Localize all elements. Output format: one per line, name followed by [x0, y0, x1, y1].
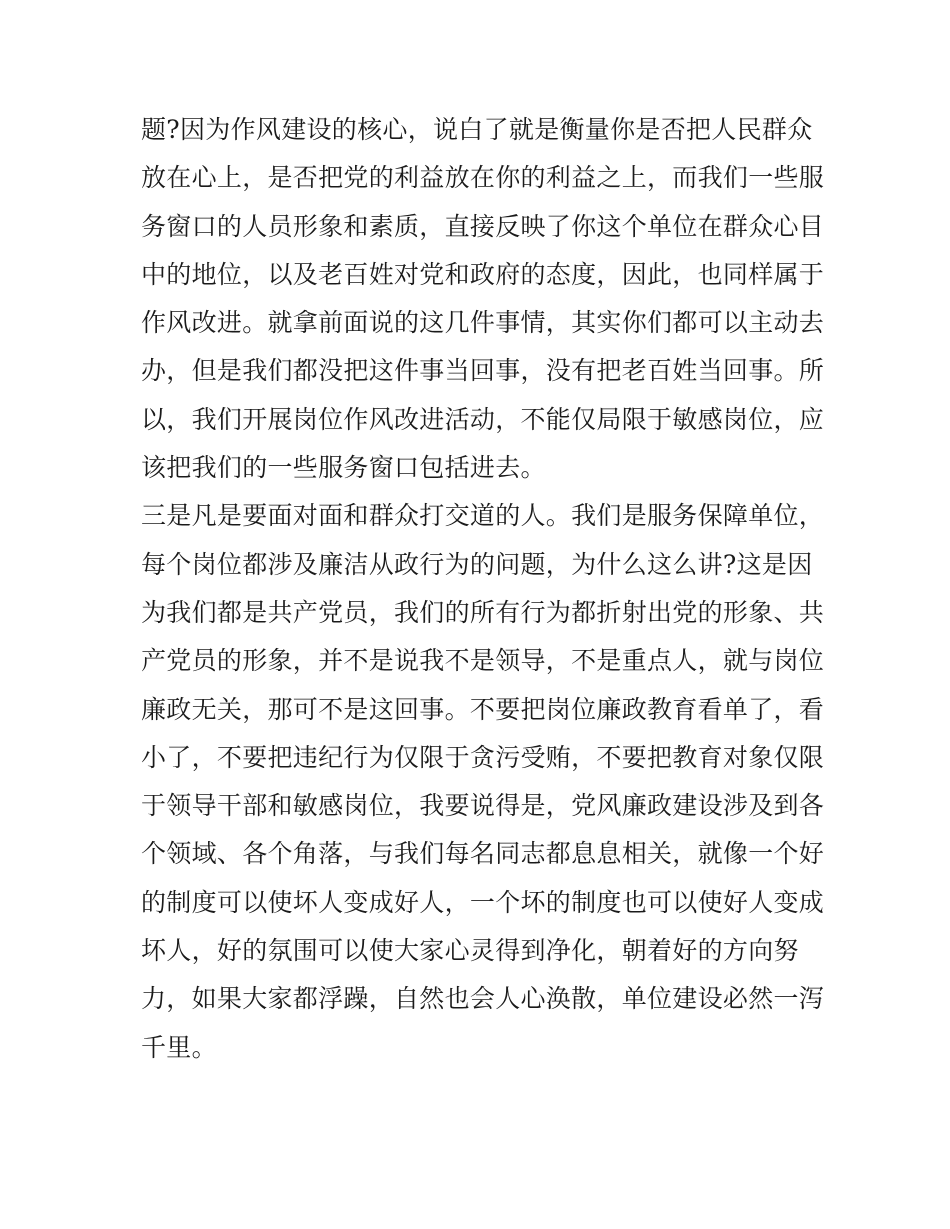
text-line: 放在心上，是否把党的利益放在你的利益之上，而我们一些服 — [141, 163, 825, 193]
text-line: 于领导干部和敏感岗位，我要说得是，党风廉政建设涉及到各 — [141, 791, 825, 821]
text-line: 小了，不要把违纪行为仅限于贪污受贿，不要把教育对象仅限 — [141, 742, 825, 772]
text-line: 千里。 — [141, 1032, 217, 1062]
text-line: 个领域、各个角落，与我们每名同志都息息相关，就像一个好 — [141, 839, 825, 869]
text-line: 作风改进。就拿前面说的这几件事情，其实你们都可以主动去 — [141, 308, 825, 338]
text-line: 廉政无关，那可不是这回事。不要把岗位廉政教育看单了，看 — [141, 694, 825, 724]
text-line: 坏人，好的氛围可以使大家心灵得到净化，朝着好的方向努 — [141, 936, 799, 966]
text-line: 务窗口的人员形象和素质，直接反映了你这个单位在群众心目 — [141, 211, 825, 241]
text-line: 办，但是我们都没把这件事当回事，没有把老百姓当回事。所 — [141, 356, 825, 386]
text-line: 的制度可以使坏人变成好人，一个坏的制度也可以使好人变成 — [141, 887, 825, 917]
text-line: 力，如果大家都浮躁，自然也会人心涣散，单位建设必然一泻 — [141, 984, 825, 1014]
text-line: 题?因为作风建设的核心，说白了就是衡量你是否把人民群众 — [141, 115, 813, 144]
text-line: 产党员的形象，并不是说我不是领导，不是重点人，就与岗位 — [141, 646, 825, 676]
text-line: 中的地位，以及老百姓对党和政府的态度，因此，也同样属于 — [141, 259, 825, 289]
text-line: 每个岗位都涉及廉洁从政行为的问题，为什么这么讲?这是因 — [141, 549, 813, 579]
text-line: 三是凡是要面对面和群众打交道的人。我们是服务保障单位， — [141, 501, 825, 531]
text-line: 为我们都是共产党员，我们的所有行为都折射出党的形象、共 — [141, 597, 825, 627]
text-line: 以，我们开展岗位作风改进活动，不能仅局限于敏感岗位，应 — [141, 404, 825, 434]
text-line: 该把我们的一些服务窗口包括进去。 — [141, 453, 546, 483]
body-text — [141, 106, 825, 1072]
